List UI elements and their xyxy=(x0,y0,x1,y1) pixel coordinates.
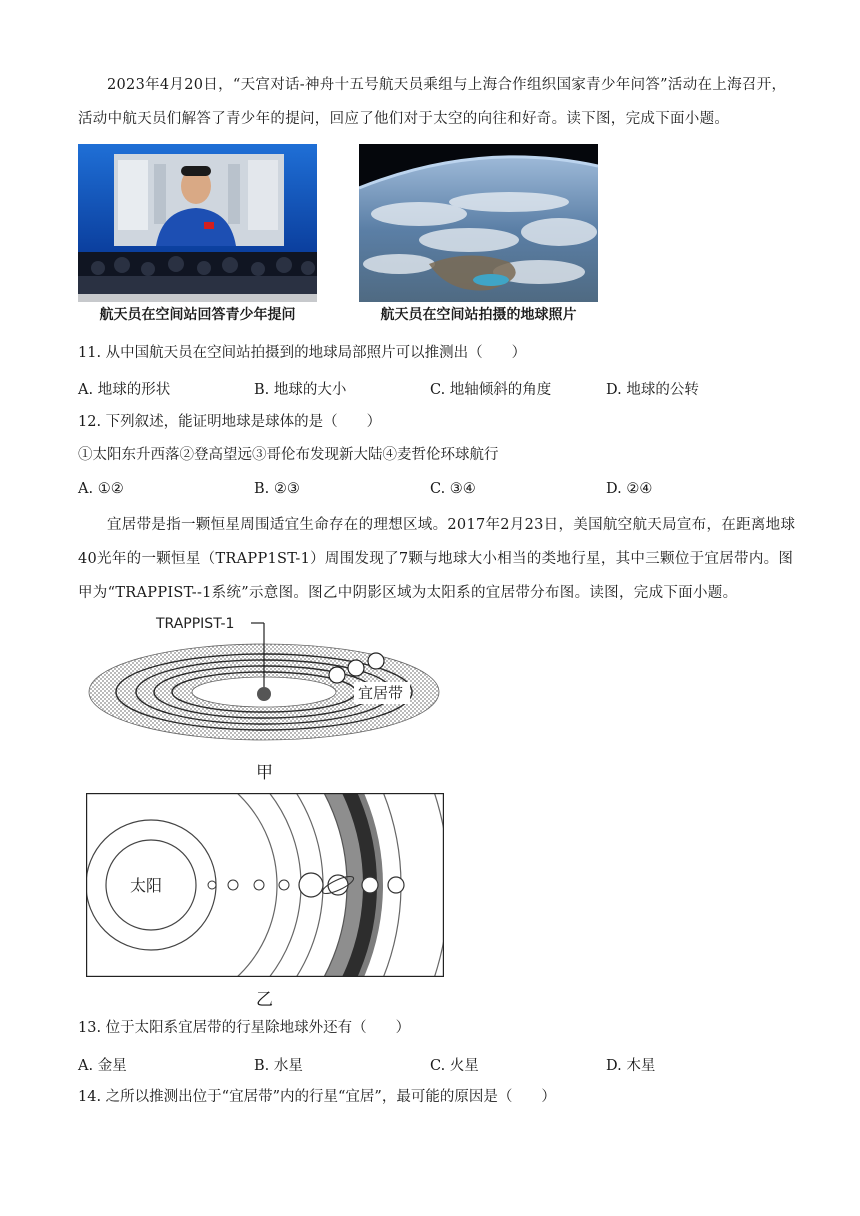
figure-jia-caption: 甲 xyxy=(256,763,273,783)
question-13-option-d: D. 木星 xyxy=(606,1058,656,1074)
question-11-option-b: B. 地球的大小 xyxy=(254,382,347,398)
habitable-zone-char-3: 带 xyxy=(259,903,275,921)
question-14-stem: 14. 之所以推测出位于“宜居带”内的行星“宜居”，最可能的原因是（ ） xyxy=(78,1089,556,1105)
figure-yi-caption: 乙 xyxy=(256,990,273,1010)
question-12-option-a: A. ①② xyxy=(78,481,124,497)
sun-label: 太阳 xyxy=(130,876,163,895)
question-12-items: ①太阳东升西落②登高望远③哥伦布发现新大陆④麦哲伦环球航行 xyxy=(78,447,499,463)
question-11-stem: 11. 从中国航天员在空间站拍摄到的地球局部照片可以推测出（ ） xyxy=(78,345,527,361)
figure-jia-trappist-system xyxy=(86,612,442,742)
habitable-zone-label-jia: 宜居带 xyxy=(358,684,404,702)
question-13-stem: 13. 位于太阳系宜居带的行星除地球外还有（ ） xyxy=(78,1020,411,1036)
trappist-star-label: TRAPPIST-1 xyxy=(156,616,235,632)
question-12-stem: 12. 下列叙述，能证明地球是球体的是（ ） xyxy=(78,414,382,430)
question-13-option-b: B. 水星 xyxy=(254,1058,303,1074)
astronaut-photo xyxy=(78,144,317,302)
question-13-option-a: A. 金星 xyxy=(78,1058,127,1074)
earth-photo xyxy=(359,144,598,302)
earth-photo-caption: 航天员在空间站拍摄的地球照片 xyxy=(380,307,577,323)
question-11-option-c: C. 地轴倾斜的角度 xyxy=(430,382,552,398)
question-11-option-a: A. 地球的形状 xyxy=(78,382,171,398)
habitable-zone-char-2: 居 xyxy=(259,861,275,879)
question-13-option-c: C. 火星 xyxy=(430,1058,479,1074)
astronaut-photo-caption: 航天员在空间站回答青少年提问 xyxy=(99,307,296,323)
intro-paragraph-1: 2023年4月20日，“天宫对话-神舟十五号航天员乘组与上海合作组织国家青少年问答”活动在上海召开，活动中航天员们解答了青少年的提问，回应了他们对于太空的向往和好奇。读下图，完成下面小题。 xyxy=(78,77,787,127)
figure-yi-solar-habitable-zone xyxy=(86,793,444,977)
intro-paragraph-2: 宜居带是指一颗恒星周围适宜生命存在的理想区域。2017年2月23日，美国航空航天局宣布，在距离地球40光年的一颗恒星（TRAPP1ST-1）周围发现了7颗与地球大小相当的类地行星，其中三颗位于宜居带内。图甲为“TRAPPIST--1系统”示意图。图乙中阴影区域为太阳系的宜居带分布图。读图，完成下面小题。 xyxy=(78,517,796,601)
question-12-option-c: C. ③④ xyxy=(430,481,476,497)
question-11-option-d: D. 地球的公转 xyxy=(606,382,699,398)
habitable-zone-char-1: 宜 xyxy=(239,821,255,839)
question-12-option-b: B. ②③ xyxy=(254,481,300,497)
question-12-option-d: D. ②④ xyxy=(606,481,653,497)
